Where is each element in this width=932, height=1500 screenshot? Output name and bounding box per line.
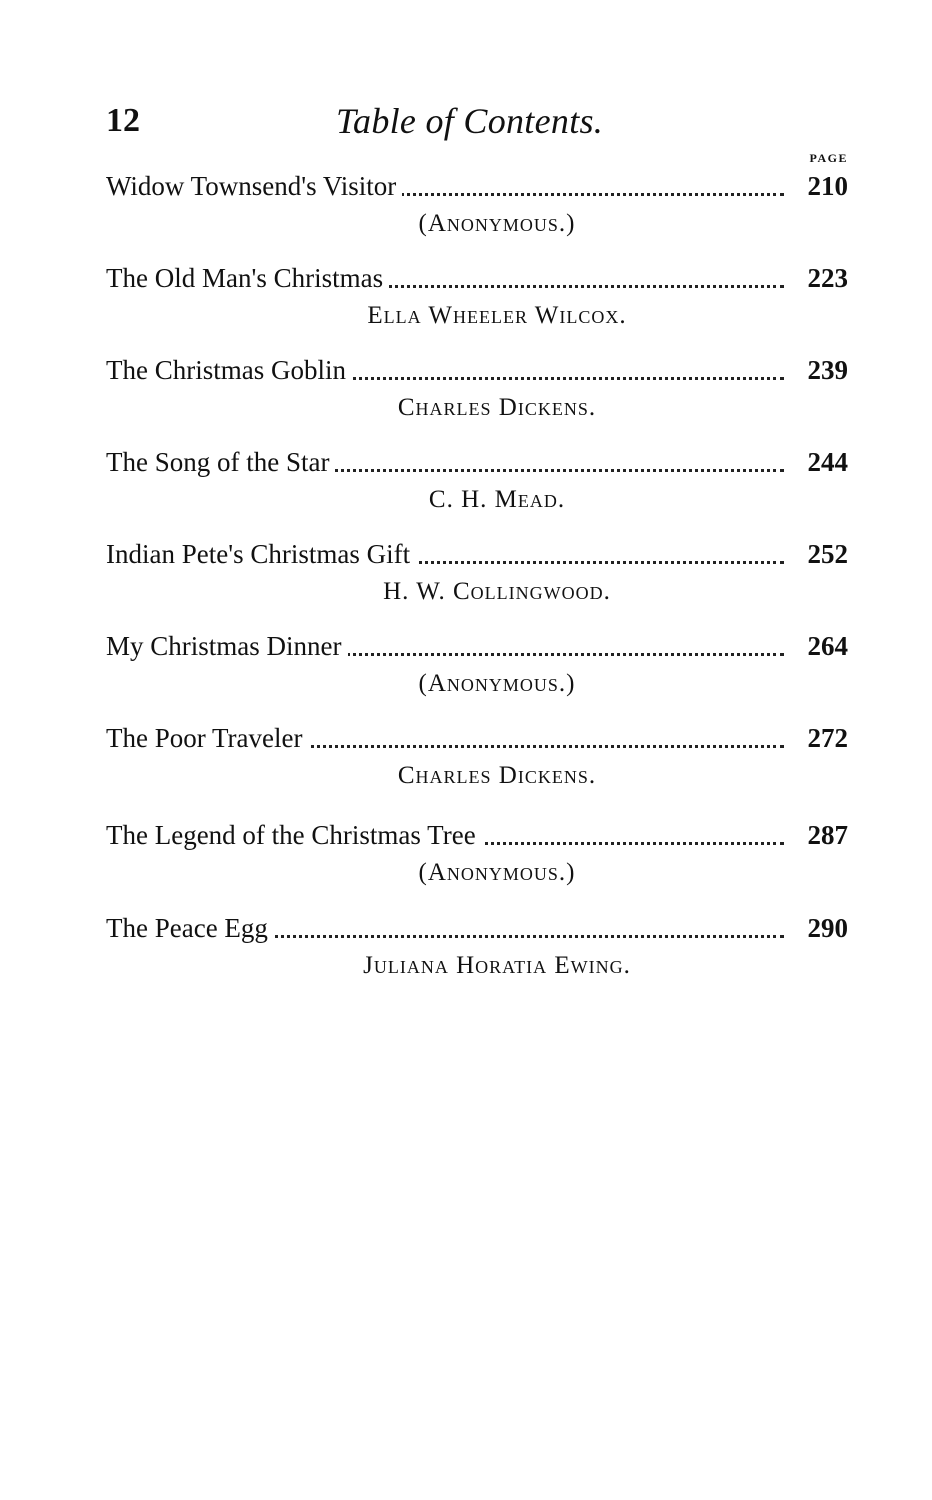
toc-entry-title: The Poor Traveler	[106, 721, 308, 755]
toc-entry-line	[106, 537, 848, 571]
toc-entry	[106, 911, 848, 982]
toc-entry	[106, 261, 848, 332]
toc-entry	[106, 818, 848, 889]
toc-entry-title: Widow Townsend's Visitor	[106, 169, 402, 203]
toc-entry-page: 244	[786, 445, 848, 479]
toc-entry-line	[106, 911, 848, 945]
toc-entry-page: 290	[786, 911, 848, 945]
toc-entry-page: 239	[786, 353, 848, 387]
toc-entry	[106, 445, 848, 516]
running-title: Table of Contents.	[336, 101, 604, 141]
toc-entry-author: (Anonymous.)	[418, 670, 576, 697]
toc-entry-author: C. H. Mead.	[428, 486, 566, 513]
toc-entry-title: Indian Pete's Christmas Gift	[106, 537, 416, 571]
toc-entry-line	[106, 818, 848, 852]
toc-entry-title: The Peace Egg	[106, 911, 274, 945]
toc-entry	[106, 721, 848, 792]
toc-entry-author: Ella Wheeler Wilcox.	[367, 302, 627, 329]
toc-entry-page: 287	[786, 818, 848, 852]
toc-entry-author: H. W. Collingwood.	[383, 578, 611, 605]
toc-entry-line	[106, 721, 848, 755]
page-column-label: PAGE	[809, 151, 848, 165]
toc-entry	[106, 353, 848, 424]
toc-entry-line	[106, 169, 848, 203]
toc-entry-author: (Anonymous.)	[418, 210, 576, 237]
page-number: 12	[106, 102, 140, 139]
toc-entry-title: The Legend of the Christmas Tree	[106, 818, 482, 852]
toc-entry-line	[106, 353, 848, 387]
toc-entry-title: The Christmas Goblin	[106, 353, 352, 387]
toc-entry-page: 252	[786, 537, 848, 571]
toc-entry-author: Juliana Horatia Ewing.	[363, 952, 631, 979]
toc-entry-page: 272	[786, 721, 848, 755]
toc-entry-line	[106, 445, 848, 479]
toc-entry-line	[106, 261, 848, 295]
toc-entry	[106, 629, 848, 700]
toc-entry-author: (Anonymous.)	[418, 859, 576, 886]
toc-entry-title: The Old Man's Christmas	[106, 261, 389, 295]
toc-entry-title: The Song of the Star	[106, 445, 335, 479]
toc-entry	[106, 537, 848, 608]
toc-entry	[106, 169, 848, 240]
toc-entry-page: 264	[786, 629, 848, 663]
toc-entry-line	[106, 629, 848, 663]
toc-entry-title: My Christmas Dinner	[106, 629, 348, 663]
toc-entry-author: Charles Dickens.	[397, 394, 597, 421]
toc-entry-author: Charles Dickens.	[397, 762, 597, 789]
toc-entry-page: 210	[786, 169, 848, 203]
toc-entry-page: 223	[786, 261, 848, 295]
